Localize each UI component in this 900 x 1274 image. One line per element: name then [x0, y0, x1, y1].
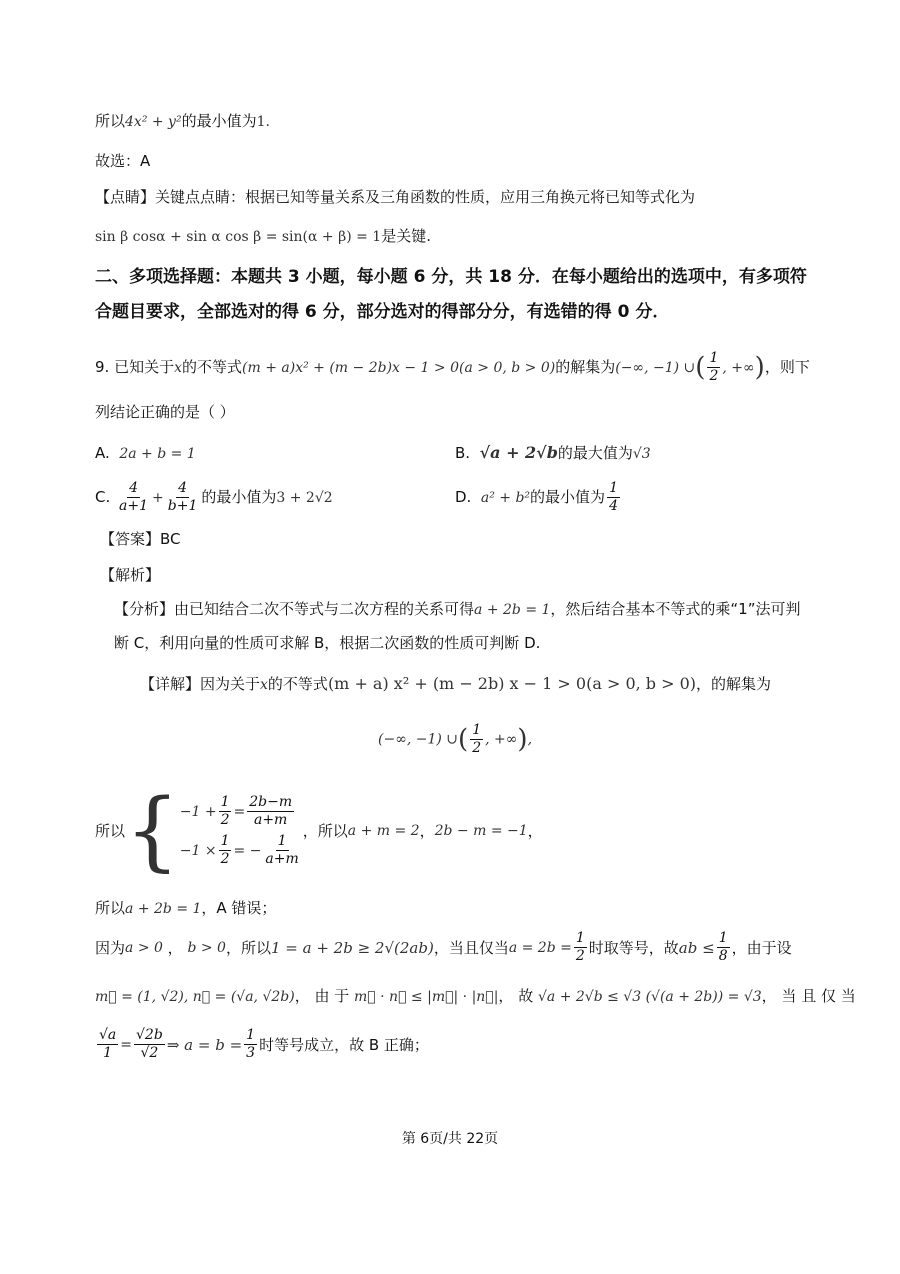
- text: 的不等式: [267, 675, 328, 693]
- math-expr: ab ≤: [678, 938, 715, 957]
- xiangjie-line: [140, 673, 771, 696]
- math-expr: a + 2b = 1: [474, 602, 551, 618]
- paren-open: (: [695, 352, 706, 383]
- fenxi-line1: [114, 598, 801, 621]
- fraction: $\frac{√a}{1}$: [99, 1027, 117, 1061]
- text: 的最小值为: [201, 488, 277, 506]
- text: ，: [527, 822, 543, 840]
- system-line: [95, 781, 543, 881]
- line-dianjing: 【点睛】关键点点睛：根据已知等量关系及三角函数的性质，应用三角换元将已知等式化为: [95, 188, 696, 206]
- text: ，由于设: [731, 938, 792, 957]
- option-label: C.: [95, 488, 111, 506]
- text: ，则下: [764, 358, 810, 376]
- fraction: $\frac{√2b}{√2}$: [136, 1027, 163, 1061]
- option-b: [455, 442, 651, 465]
- math-expr: √a + 2√b ≤ √3 (√(a + 2b)) = √3: [537, 989, 762, 1005]
- answer-line: 【答案】BC: [100, 530, 181, 548]
- math-expr: sin β cosα + sin α cos β = sin(α + β) = 1: [95, 229, 382, 245]
- vector-line: [95, 985, 856, 1008]
- math-var: x: [260, 677, 268, 693]
- because-line: 因为 a > 0 ， b > 0 ，所以 1 = a + 2b ≥ 2√(2ab) ，当且仅当 a = 2b = $\frac{1}{2}$ 时取等号，故 ab ≤ $\frac{1}{8}$ ，由于设: [95, 930, 792, 964]
- equality-line: $\frac{√a}{1}$ = $\frac{√2b}{√2}$ ⇒ a = b = $\frac{1}{3}$ 时等号成立，故 B 正确；: [99, 1027, 429, 1061]
- text: 【详解】因为关于: [140, 675, 261, 693]
- text: 的最大值为: [557, 444, 633, 462]
- text: ， 当 且 仅 当: [761, 987, 856, 1005]
- text: 是关键.: [381, 227, 431, 245]
- line-key: [95, 225, 431, 248]
- text: ，所以: [225, 938, 271, 957]
- text: ，: [419, 822, 435, 840]
- text: 时取等号，故: [588, 938, 679, 957]
- math-expr: , +∞: [722, 360, 755, 376]
- math-expr: a > 0: [125, 939, 163, 956]
- paren-close: ): [517, 724, 528, 755]
- value: 1.: [256, 114, 270, 130]
- math-expr: 4x² + y²: [125, 114, 182, 130]
- math-expr: √a + 2√b: [479, 443, 558, 462]
- text: 【分析】由已知结合二次不等式与二次方程的关系可得: [114, 600, 475, 618]
- section-heading-line1: 二、多项选择题：本题共 3 小题，每小题 6 分，共 18 分．在每小题给出的选项中，有多项符: [95, 267, 807, 287]
- solution-set: (−∞, −1) ∪( $\frac{1}{2}$ , +∞),: [378, 722, 533, 756]
- text: 的最小值为: [181, 112, 257, 130]
- fraction: $\frac{4}{a+1}$: [119, 480, 149, 514]
- text: 9. 已知关于: [95, 358, 175, 376]
- math-expr: b > 0: [187, 939, 226, 956]
- paren-open: (: [458, 724, 469, 755]
- math-expr: m⃗ = (1, √2), n⃗ = (√a, √2b): [95, 989, 295, 1005]
- line-min-value: [95, 110, 270, 133]
- text: 所以: [95, 112, 126, 130]
- fraction: $\frac{4}{b+1}$: [167, 480, 198, 514]
- text: 因为: [95, 938, 126, 957]
- math-expr: (m + a)x² + (m − 2b)x − 1 > 0(a > 0, b > 0): [242, 360, 556, 376]
- equation-2: −1 × $\frac{1}{2}$ = − $\frac{1}{a+m}$: [179, 833, 299, 867]
- text: 的不等式: [182, 358, 243, 376]
- math-expr: a + 2b = 1: [125, 901, 202, 917]
- left-brace: {: [125, 781, 180, 881]
- a-wrong-line: [95, 897, 276, 920]
- text: ，然后结合基本不等式的乘“1”法可判: [550, 600, 801, 618]
- math-expr: 2b − m = −1: [434, 823, 528, 839]
- math-expr: =: [233, 803, 246, 820]
- paren-close: ): [754, 352, 765, 383]
- option-a: [95, 442, 196, 465]
- fenxi-line2: 断 C，利用向量的性质可求解 B，根据二次函数的性质可判断 D.: [114, 634, 541, 652]
- text: ，所以: [302, 822, 348, 840]
- math-expr: (−∞, −1) ∪: [615, 360, 696, 376]
- fraction: $\frac{1}{4}$: [609, 480, 618, 514]
- math-expr: 3 + 2√2: [276, 490, 333, 506]
- line-choice: 故选：A: [95, 152, 151, 170]
- page-footer: 第 6页/共 22页: [401, 1131, 499, 1147]
- math-expr: 2a + b = 1: [119, 446, 196, 462]
- text: 时等号成立，故 B 正确；: [259, 1035, 429, 1054]
- q9-stem-line2: 列结论正确的是（ ）: [95, 403, 235, 421]
- analysis-heading: 【解析】: [100, 566, 161, 584]
- math-var: x: [174, 360, 182, 376]
- option-label: B.: [455, 444, 471, 462]
- q9-stem: [95, 350, 810, 385]
- fraction: $\frac{1}{2}$: [472, 722, 482, 756]
- math-expr: m⃗ · n⃗ ≤ |m⃗| · |n⃗|: [354, 989, 499, 1005]
- option-c: C. $\frac{4}{a+1}$ + $\frac{4}{b+1}$ 的最小值为3 + 2√2: [95, 480, 333, 514]
- text: 的解集为: [555, 358, 616, 376]
- text: 所以: [95, 822, 126, 840]
- math-expr: a + m = 2: [347, 823, 420, 839]
- math-expr: (m + a) x² + (m − 2b) x − 1 > 0(a > 0, b > 0): [327, 674, 697, 693]
- text: ，当且仅当: [433, 938, 509, 957]
- math-expr: 1 = a + 2b ≥ 2√(2ab): [270, 938, 434, 957]
- section-heading-line2: 合题目要求，全部选对的得 6 分，部分选对的得部分分，有选错的得 0 分．: [95, 302, 670, 322]
- math-expr: −1 +: [179, 803, 217, 820]
- text: ， 由 于: [294, 987, 350, 1005]
- math-expr: a = 2b =: [508, 939, 572, 956]
- math-expr: , +∞: [485, 731, 518, 748]
- text: ，的解集为: [696, 675, 772, 693]
- math-expr: (−∞, −1) ∪: [378, 731, 459, 748]
- fraction: $\frac{1}{3}$: [246, 1027, 256, 1061]
- math-expr: ⇒ a = b =: [166, 1035, 243, 1054]
- option-label: D.: [455, 488, 472, 506]
- option-label: A.: [95, 444, 110, 462]
- option-d: [455, 480, 622, 515]
- math-expr: = −: [233, 842, 262, 859]
- math-expr: a² + b²: [480, 490, 531, 506]
- fraction: $\frac{1}{2}$: [709, 350, 719, 384]
- text: 的最小值为: [530, 488, 606, 506]
- math-expr: −1 ×: [179, 842, 217, 859]
- text: ， 故: [498, 987, 534, 1005]
- text: ，A 错误；: [201, 899, 277, 917]
- text: 所以: [95, 899, 126, 917]
- equation-1: −1 + $\frac{1}{2}$ = $\frac{2b-m}{a+m}$: [179, 794, 293, 828]
- equation-system: [180, 794, 303, 868]
- math-expr: √3: [632, 446, 651, 462]
